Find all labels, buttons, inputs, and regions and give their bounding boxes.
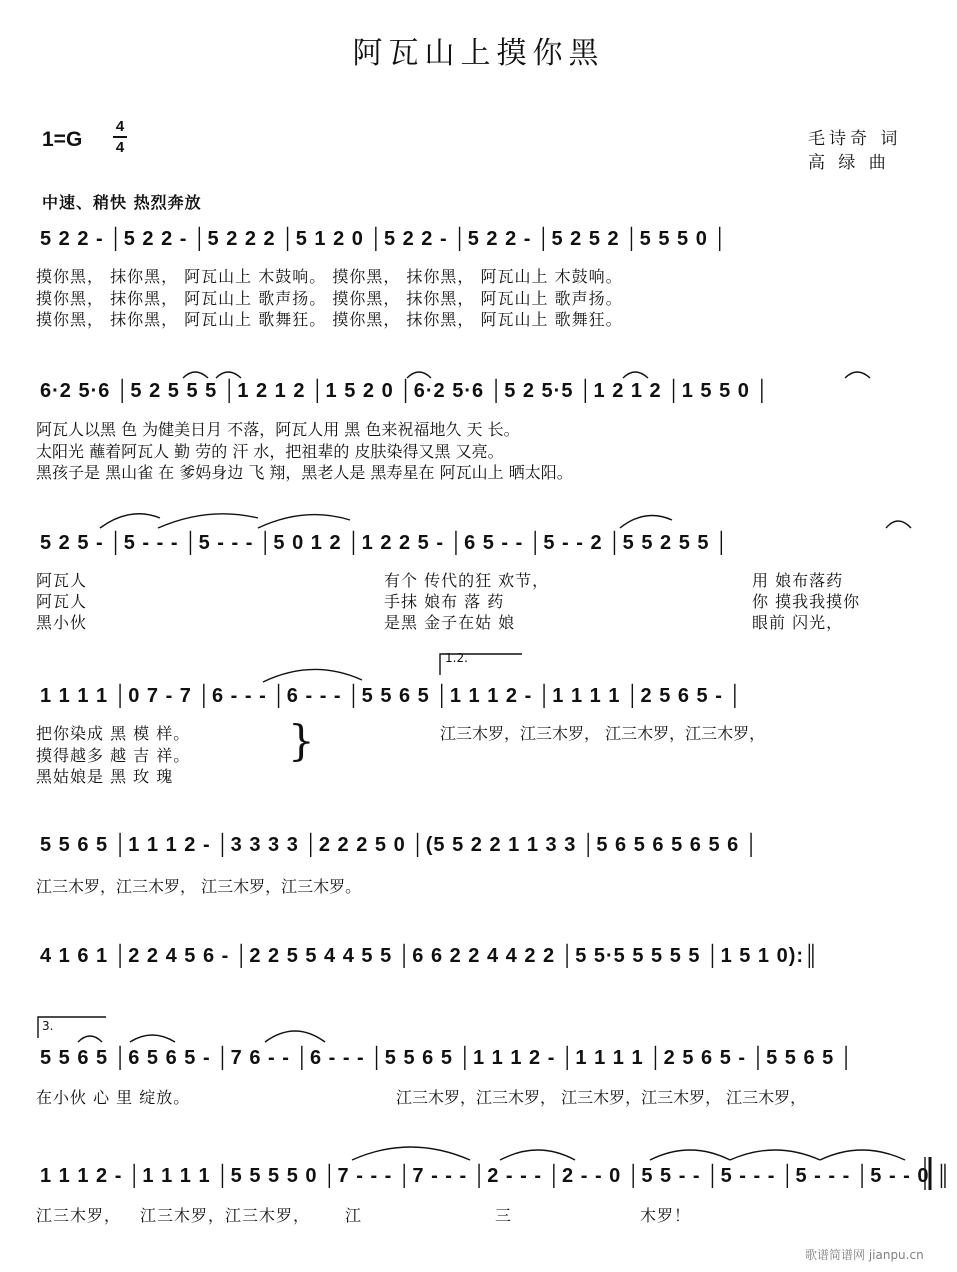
lyric-line-1-1: 摸你黑， 抹你黑， 阿瓦山上 木鼓响。 摸你黑， 抹你黑， 阿瓦山上 木鼓响。 bbox=[36, 267, 623, 286]
tie-curve bbox=[216, 372, 241, 378]
music-line-3: 5 2 5 - │5 - - - │5 - - - │5 0 1 2 │1 2 2 5 - │6 5 - - │5 - - 2 │5 5 2 5 5 │ bbox=[40, 532, 730, 554]
tie-curve bbox=[407, 372, 431, 378]
lyric-line-8-b: 江三木罗，江三木罗， bbox=[140, 1206, 311, 1225]
volta-1-2: 1.2. bbox=[445, 651, 468, 665]
lyric-line-8-a: 江三木罗， bbox=[36, 1206, 122, 1225]
song-title: 阿瓦山上摸你黑 bbox=[352, 36, 605, 71]
time-signature-top: 4 bbox=[115, 118, 125, 135]
lyric-line-3-2-right: 你 摸我我摸你 bbox=[752, 592, 861, 611]
lyric-line-8-e: 木罗！ bbox=[640, 1206, 692, 1225]
tie-curve bbox=[183, 372, 208, 378]
tie-curve bbox=[130, 1035, 175, 1042]
time-signature-bottom: 4 bbox=[115, 139, 125, 156]
tie-curve bbox=[623, 372, 648, 378]
verse-brace: } bbox=[288, 716, 315, 765]
key-signature: 1=G bbox=[42, 128, 83, 151]
lyric-line-2-1: 阿瓦人以黑 色 为健美日月 不落，阿瓦人用 黑 色来祝福地久 天 长。 bbox=[36, 420, 520, 439]
tempo-marking: 中速、稍快 热烈奔放 bbox=[42, 193, 202, 212]
lyric-line-3-2-mid: 手抹 娘布 落 药 bbox=[384, 592, 505, 611]
tie-curve bbox=[352, 1147, 470, 1160]
lyric-line-2-2: 太阳光 蘸着阿瓦人 勤 劳的 汗 水，把祖辈的 皮肤染得又黑 又亮。 bbox=[36, 442, 504, 461]
lyric-line-3-1-left: 阿瓦人 bbox=[36, 571, 88, 590]
music-line-7: 5 5 6 5 │6 5 6 5 - │7 6 - - │6 - - - │5 5 6 5 │1 1 1 2 - │1 1 1 1 │2 5 6 5 - │5 5 6 5 │ bbox=[40, 1047, 855, 1069]
tie-curve bbox=[730, 1150, 820, 1160]
music-line-6: 4 1 6 1 │2 2 4 5 6 - │2 2 5 5 4 4 5 5 │6 6 2 2 4 4 2 2 │5 5·5 5 5 5 5 │1 5 1 0):║ bbox=[40, 945, 820, 967]
lyric-line-2-3: 黑孩子是 黑山雀 在 爹妈身边 飞 翔，黑老人是 黑寿星在 阿瓦山上 晒太阳。 bbox=[36, 463, 573, 482]
lyric-line-4-2-left: 摸得越多 越 吉 祥。 bbox=[36, 746, 191, 765]
volta-bracket bbox=[38, 1017, 106, 1038]
tie-curve bbox=[158, 514, 258, 528]
music-line-2: 6·2 5·6 │5 2 5 5 5 │1 2 1 2 │1 5 2 0 │6·2 5·6 │5 2 5·5 │1 2 1 2 │1 5 5 0 │ bbox=[40, 380, 770, 402]
tie-curve bbox=[263, 669, 362, 682]
tie-curve bbox=[265, 1031, 325, 1042]
music-line-1: 5 2 2 - │5 2 2 - │5 2 2 2 │5 1 2 0 │5 2 2 - │5 2 2 - │5 2 5 2 │5 5 5 0 │ bbox=[40, 228, 728, 250]
tie-curve bbox=[650, 1150, 730, 1160]
music-line-4: 1 1 1 1 │0 7 - 7 │6 - - - │6 - - - │5 5 6 5 │1 1 1 2 - │1 1 1 1 │2 5 6 5 - │ bbox=[40, 685, 743, 707]
lyric-line-3-2-left: 阿瓦人 bbox=[36, 592, 88, 611]
lyric-line-3-3-left: 黑小伙 bbox=[36, 613, 88, 632]
lyric-line-3-1-right: 用 娘布落药 bbox=[752, 571, 844, 590]
tie-curve bbox=[78, 1036, 102, 1042]
tie-curve bbox=[620, 516, 672, 529]
lyric-line-5: 江三木罗，江三木罗， 江三木罗，江三木罗。 bbox=[36, 877, 362, 896]
lyric-line-4-right: 江三木罗，江三木罗， 江三木罗，江三木罗， bbox=[440, 724, 766, 743]
tie-curve bbox=[820, 1150, 905, 1160]
lyric-line-1-2: 摸你黑， 抹你黑， 阿瓦山上 歌声扬。 摸你黑， 抹你黑， 阿瓦山上 歌声扬。 bbox=[36, 289, 623, 308]
tie-curve bbox=[845, 372, 870, 378]
music-line-5: 5 5 6 5 │1 1 1 2 - │3 3 3 3 │2 2 2 5 0 │(5 5 2 2 1 1 3 3 │5 6 5 6 5 6 5 6 │ bbox=[40, 834, 760, 856]
tie-curve bbox=[100, 514, 160, 528]
lyric-line-7-left: 在小伙 心 里 绽放。 bbox=[36, 1088, 191, 1107]
volta-3: 3. bbox=[42, 1019, 54, 1033]
lyricist-credit: 毛诗奇 词 bbox=[808, 129, 902, 149]
composer-credit: 高 绿 曲 bbox=[808, 153, 890, 173]
lyric-line-3-1-mid: 有个 传代的狂 欢节， bbox=[384, 571, 550, 590]
volta-bracket bbox=[440, 654, 522, 675]
lyric-line-8-d: 三 bbox=[495, 1206, 513, 1225]
tie-curve bbox=[500, 1150, 575, 1160]
tie-curve bbox=[258, 515, 350, 528]
lyric-line-8-c: 江 bbox=[345, 1206, 363, 1225]
music-line-8: 1 1 1 2 - │1 1 1 1 │5 5 5 5 0 │7 - - - │7 - - - │2 - - - │2 - - 0 │5 5 - - │5 - - - │5 - - - │5 - - 0 ║ bbox=[40, 1165, 952, 1187]
lyric-line-1-3: 摸你黑， 抹你黑， 阿瓦山上 歌舞狂。 摸你黑， 抹你黑， 阿瓦山上 歌舞狂。 bbox=[36, 310, 623, 329]
tie-curve bbox=[886, 521, 911, 528]
lyric-line-3-3-right: 眼前 闪光， bbox=[752, 613, 844, 632]
lyric-line-3-3-mid: 是黑 金子在姑 娘 bbox=[384, 613, 516, 632]
lyric-line-7-right: 江三木罗，江三木罗， 江三木罗，江三木罗， 江三木罗， bbox=[396, 1088, 807, 1107]
lyric-line-4-3-left: 黑姑娘是 黑 玫 瑰 bbox=[36, 767, 174, 786]
lyric-line-4-1-left: 把你染成 黑 模 样。 bbox=[36, 724, 191, 743]
watermark: 歌谱简谱网 jianpu.cn bbox=[805, 1248, 924, 1262]
